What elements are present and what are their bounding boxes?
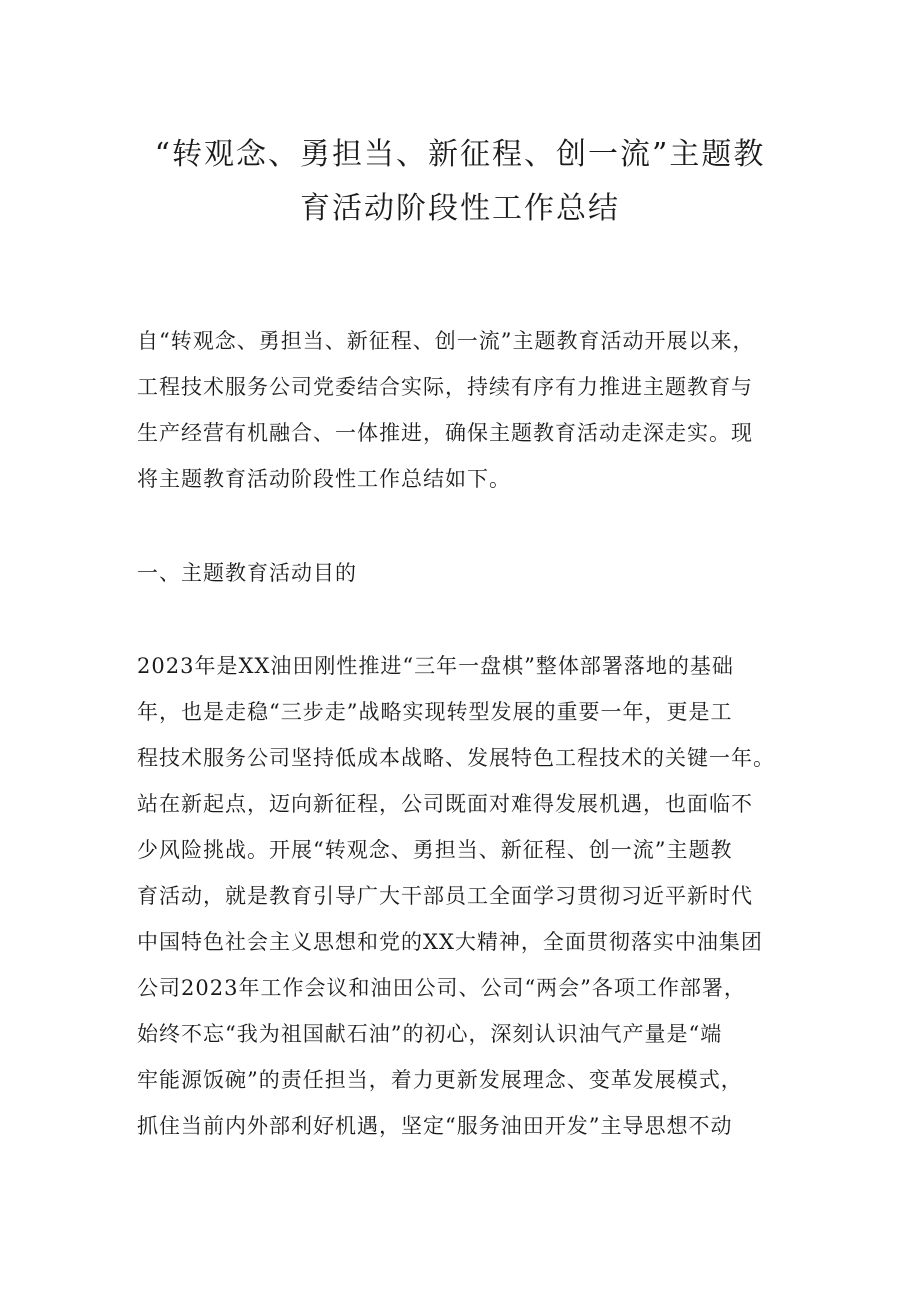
intro-paragraph xyxy=(137,318,797,502)
text-line: 少风险挑战。开展“转观念、勇担当、新征程、创一流”主题教 xyxy=(137,838,733,862)
text-line: 抓住当前内外部利好机遇，坚定“服务油田开发”主导思想不动 xyxy=(137,1114,733,1138)
text-line: 将主题教育活动阶段性工作总结如下。 xyxy=(137,467,511,491)
body-paragraph xyxy=(137,643,797,1149)
text-line: 自“转观念、勇担当、新征程、创一流”主题教育活动开展以来， xyxy=(137,329,755,353)
section-heading xyxy=(137,550,797,596)
text-line: 生产经营有机融合、一体推进，确保主题教育活动走深走实。现 xyxy=(137,421,753,445)
text-line: 公司2023年工作会议和油田公司、公司“两会”各项工作部署， xyxy=(137,976,746,1000)
text-line: 程技术服务公司坚持低成本战略、发展特色工程技术的关键一年。 xyxy=(137,746,775,770)
title-line: “转观念、勇担当、新征程、创一流”主题教 xyxy=(154,137,766,172)
section-heading-text: 一、主题教育活动目的 xyxy=(137,561,357,585)
text-line: 中国特色社会主义思想和党的XX大精神，全面贯彻落实中油集团 xyxy=(137,930,763,954)
title-line: 育活动阶段性工作总结 xyxy=(300,191,620,226)
document-title xyxy=(120,128,800,236)
text-line: 工程技术服务公司党委结合实际，持续有序有力推进主题教育与 xyxy=(137,375,753,399)
text-line: 始终不忘“我为祖国献石油”的初心，深刻认识油气产量是“端 xyxy=(137,1022,723,1046)
text-line: 2023年是XX油田刚性推进“三年一盘棋”整体部署落地的基础 xyxy=(137,654,734,678)
text-line: 站在新起点，迈向新征程，公司既面对难得发展机遇，也面临不 xyxy=(137,792,753,816)
text-line: 年，也是走稳“三步走”战略实现转型发展的重要一年，更是工 xyxy=(137,700,733,724)
text-line: 育活动，就是教育引导广大干部员工全面学习贯彻习近平新时代 xyxy=(137,884,753,908)
text-line: 牢能源饭碗”的责任担当，着力更新发展理念、变革发展模式， xyxy=(137,1068,743,1092)
